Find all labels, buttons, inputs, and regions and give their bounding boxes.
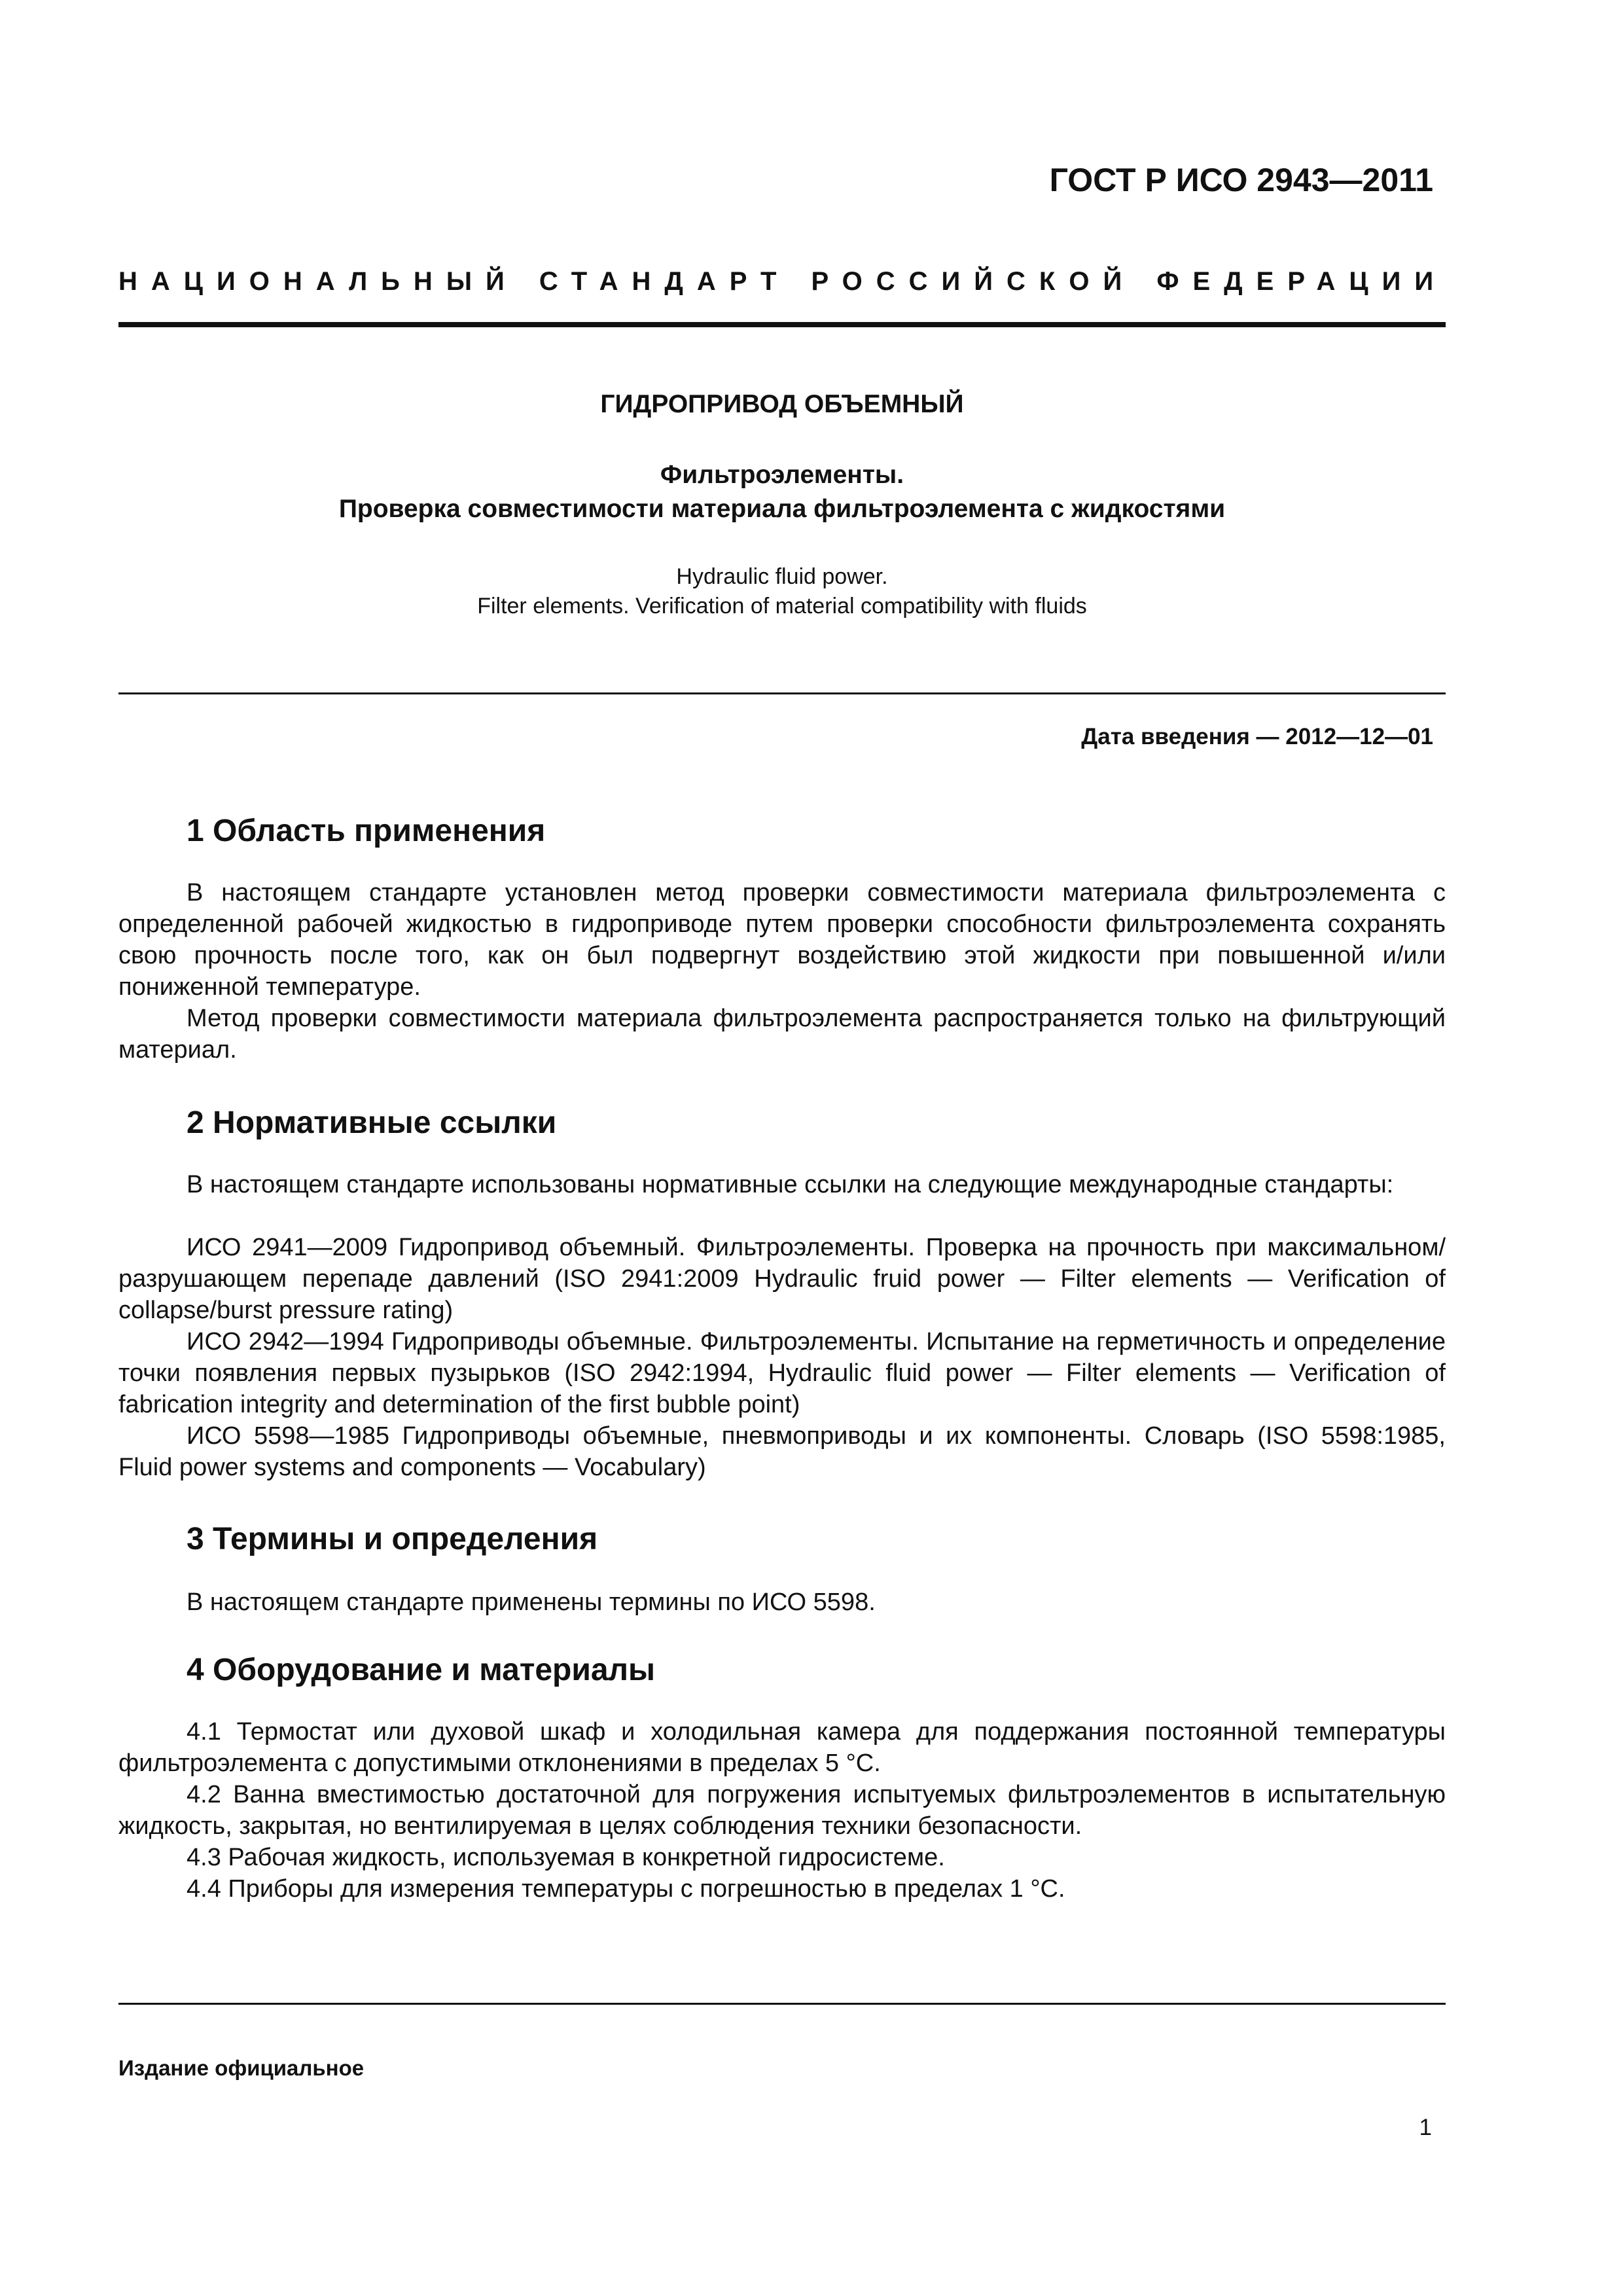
official-edition-label: Издание официальное — [118, 2056, 365, 2080]
reference-item: ИСО 2942—1994 Гидроприводы объемные. Фильтроэлементы. Испытание на герметичность и определение точки появления первых пузырьков (ISO 2942:1994, Hydraulic fluid power — Filter elements — Verification of fabrication integrity and determination of the first bubble point) — [118, 1328, 1446, 1418]
equipment-item: 4.4 Приборы для измерения температуры с погрешностью в пределах 1 °С. — [187, 1875, 1065, 1903]
equipment-item: 4.1 Термостат или духовой шкаф и холодильная камера для поддержания постоянной температуры фильтроэлемента с допустимыми отклонениями в пределах 5 °С. — [118, 1718, 1446, 1777]
english-title-line2: Filter elements. Verification of material compatibility with fluids — [477, 594, 1087, 619]
english-title-line1: Hydraulic fluid power. — [676, 564, 888, 589]
section-heading-scope: 1 Область применения — [187, 814, 546, 848]
introduction-date: Дата введения — 2012—12—01 — [1081, 724, 1433, 749]
reference-item: ИСО 5598—1985 Гидроприводы объемные, пневмоприводы и их компоненты. Словарь (ISO 5598:1985, Fluid power systems and components — Vocabulary) — [118, 1422, 1446, 1481]
section-paragraph: Метод проверки совместимости материала фильтроэлемента распространяется только на фильтрующий материал. — [118, 1005, 1446, 1064]
document-subtitle-line1: Фильтроэлементы. — [660, 461, 904, 489]
section-paragraph: В настоящем стандарте использованы нормативные ссылки на следующие международные стандарты: — [187, 1171, 1394, 1198]
document-title: ГИДРОПРИВОД ОБЪЕМНЫЙ — [600, 390, 964, 418]
equipment-item: 4.2 Ванна вместимостью достаточной для погружения испытуемых фильтроэлементов в испытательную жидкость, закрытая, но вентилируемая в целях соблюдения техники безопасности. — [118, 1781, 1446, 1840]
national-standard-banner: НАЦИОНАЛЬНЫЙ СТАНДАРТ РОССИЙСКОЙ ФЕДЕРАЦИИ — [118, 267, 1448, 296]
section-heading-normative-references: 2 Нормативные ссылки — [187, 1105, 557, 1140]
page-number: 1 — [1419, 2115, 1432, 2140]
footer-rule — [118, 2003, 1446, 2005]
document-number: ГОСТ Р ИСО 2943—2011 — [1049, 162, 1433, 198]
title-rule — [118, 692, 1446, 694]
section-heading-equipment: 4 Оборудование и материалы — [187, 1653, 656, 1687]
header-rule — [118, 322, 1446, 327]
section-paragraph: В настоящем стандарте применены термины по ИСО 5598. — [187, 1588, 876, 1616]
reference-item: ИСО 2941—2009 Гидропривод объемный. Фильтроэлементы. Проверка на прочность при максимальном/разрушающем перепаде давлений (ISO 2941:2009 Hydraulic fruid power — Filter elements — Verification of collapse/burst pressure rating) — [118, 1234, 1446, 1324]
section-paragraph: В настоящем стандарте установлен метод проверки совместимости материала фильтроэлемента с определенной рабочей жидкостью в гидроприводе путем проверки способности фильтроэлемента сохранять свою прочность после того, как он был подвергнут воздействию этой жидкости при повышенной и/или пониженной температуре. — [118, 879, 1446, 1001]
document-subtitle-line2: Проверка совместимости материала фильтроэлемента с жидкостями — [338, 495, 1226, 523]
section-heading-terms: 3 Термины и определения — [187, 1522, 598, 1556]
equipment-item: 4.3 Рабочая жидкость, используемая в конкретной гидросистеме. — [187, 1844, 945, 1871]
